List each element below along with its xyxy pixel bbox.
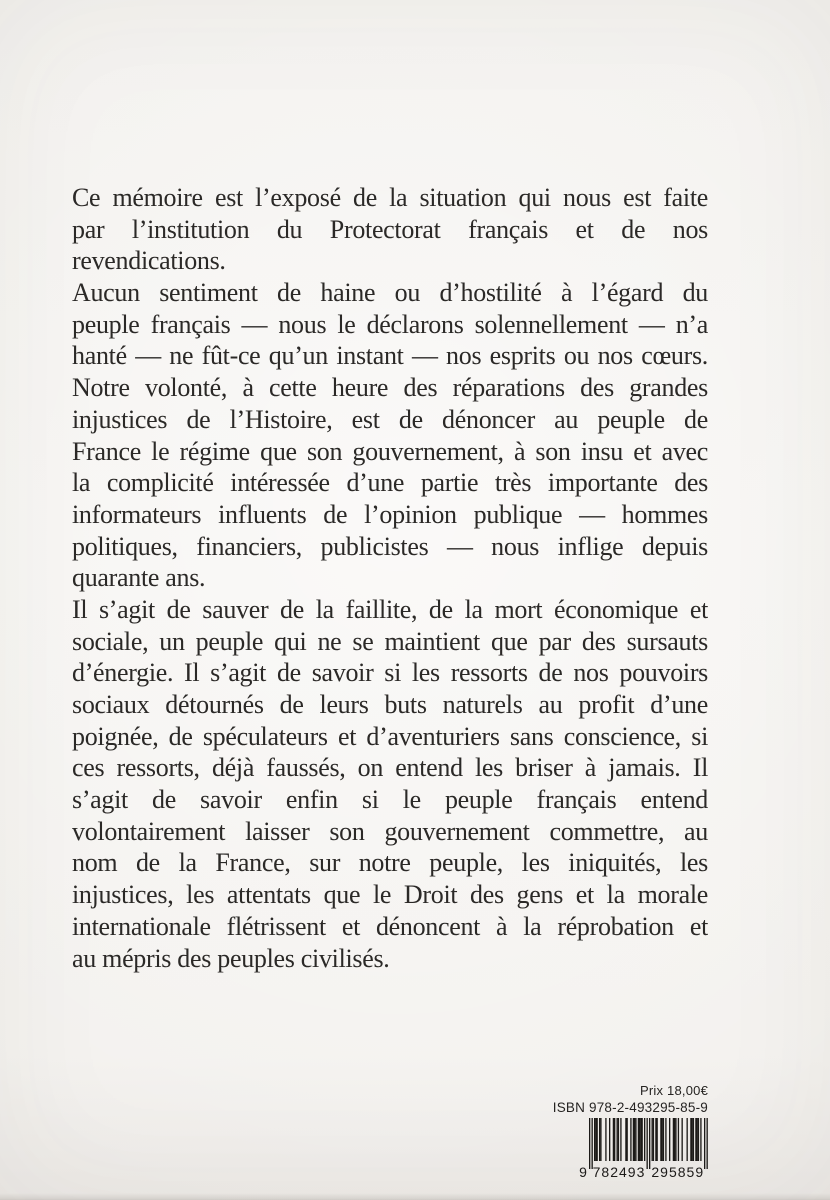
svg-text:9: 9 <box>579 1164 588 1180</box>
text-line: peuple français — nous le déclarons solennellement — n’a <box>72 309 708 339</box>
text-line: poignée, de spéculateurs et d’aventuriers sans conscience, si <box>72 721 708 751</box>
body-text <box>72 182 708 974</box>
text-line: d’énergie. Il s’agit de savoir si les ressorts de nos pouvoirs <box>72 658 708 688</box>
text-line: par l’institution du Protectorat français et de nos <box>72 214 708 244</box>
price-label: Prix 18,00€ <box>640 1083 708 1098</box>
text-line: injustices de l’Histoire, est de dénoncer au peuple de <box>72 404 708 434</box>
text-line: Aucun sentiment de haine ou d’hostilité à l’égard du <box>72 278 708 308</box>
text-line: internationale flétrissent et dénoncent à la réprobation et <box>72 911 708 941</box>
svg-text:295859: 295859 <box>651 1164 705 1180</box>
text-line: la complicité intéressée d’une partie très importante des <box>72 468 708 498</box>
price-isbn-block <box>553 1082 708 1181</box>
text-line: hanté — ne fût-ce qu’un instant — nos esprits ou nos cœurs. <box>72 341 708 371</box>
text-line: injustices, les attentats que le Droit des gens et la morale <box>72 880 708 910</box>
text-line: quarante ans. <box>72 563 206 593</box>
text-line: Ce mémoire est l’exposé de la situation qui nous est faite <box>72 183 708 212</box>
text-line: au mépris des peuples civilisés. <box>72 943 390 973</box>
text-line: Notre volonté, à cette heure des réparations des grandes <box>72 373 708 403</box>
text-line: nom de la France, sur notre peuple, les iniquités, les <box>72 848 708 878</box>
svg-text:782493: 782493 <box>592 1164 646 1180</box>
text-line: volontairement laisser son gouvernement commettre, au <box>72 816 708 846</box>
text-line: sociaux détournés de leurs buts naturels au profit d’une <box>72 690 708 719</box>
isbn-label: ISBN 978-2-493295-85-9 <box>552 1100 708 1115</box>
ean13-barcode <box>553 1118 708 1181</box>
text-line: sociale, un peuple qui ne se maintient que par des sursauts <box>72 626 708 656</box>
text-line: s’agit de savoir enfin si le peuple français entend <box>72 785 708 815</box>
text-line: Il s’agit de sauver de la faillite, de la mort économique et <box>72 594 708 624</box>
text-line: ces ressorts, déjà faussés, on entend les briser à jamais. Il <box>72 753 708 783</box>
text-line: politiques, financiers, publicistes — nous inflige depuis <box>72 531 708 561</box>
text-line: informateurs influents de l’opinion publique — hommes <box>72 499 708 529</box>
text-line: revendications. <box>72 246 226 276</box>
text-line: France le régime que son gouvernement, à son insu et avec <box>72 436 708 466</box>
